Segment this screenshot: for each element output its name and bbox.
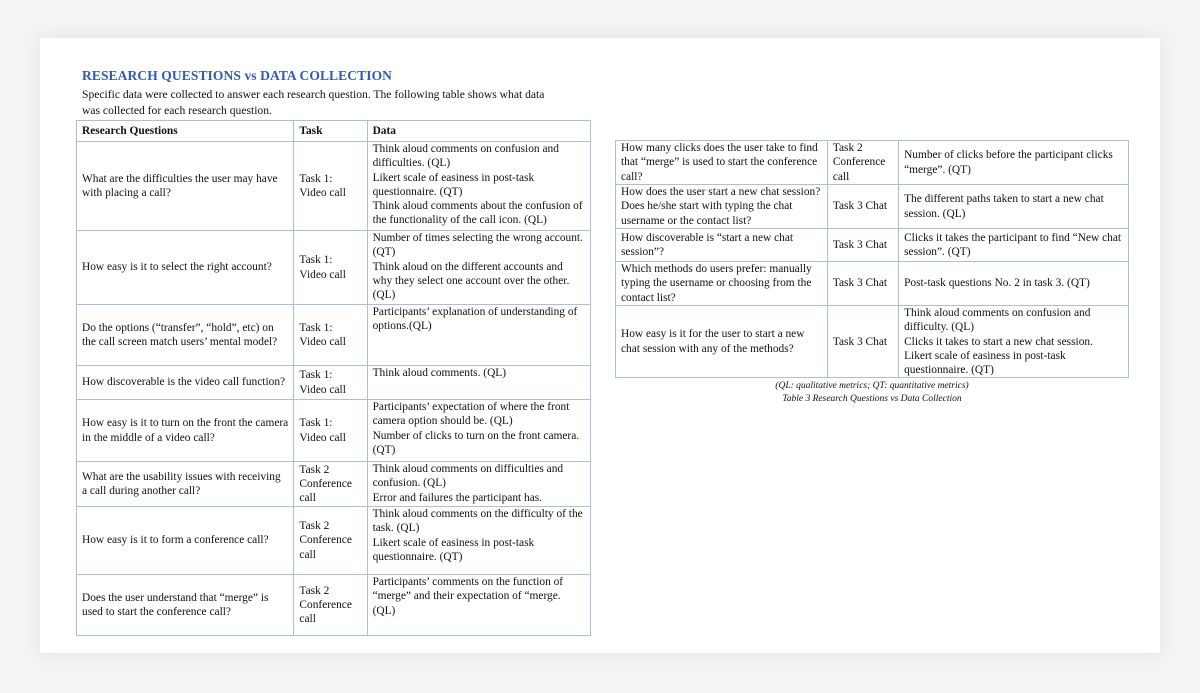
question-cell: How easy is it to select the right account? bbox=[77, 231, 294, 305]
task-cell: Task 3 Chat bbox=[827, 229, 898, 262]
task-cell: Task 1: Video call bbox=[294, 305, 367, 366]
question-cell: How many clicks does the user take to find that “merge” is used to start the conference call? bbox=[616, 141, 828, 185]
table-row bbox=[616, 262, 1129, 306]
table-row bbox=[77, 400, 591, 462]
table-row bbox=[77, 366, 591, 400]
question-cell: How easy is it for the user to start a new chat session with any of the methods? bbox=[616, 306, 828, 378]
table-row bbox=[616, 185, 1129, 229]
question-cell: How discoverable is “start a new chat session”? bbox=[616, 229, 828, 262]
column-header-questions: Research Questions bbox=[77, 121, 294, 142]
data-cell: Participants’ explanation of understanding of options.(QL) bbox=[367, 305, 590, 366]
data-cell: Post-task questions No. 2 in task 3. (QT) bbox=[899, 262, 1129, 306]
data-cell: Think aloud comments. (QL) bbox=[367, 366, 590, 400]
task-cell: Task 2 Conference call bbox=[294, 507, 367, 575]
question-cell: What are the usability issues with receiving a call during another call? bbox=[77, 462, 294, 507]
question-cell: Does the user understand that “merge” is used to start the conference call? bbox=[77, 575, 294, 636]
question-cell: Do the options (“transfer”, “hold”, etc) on the call screen match users’ mental model? bbox=[77, 305, 294, 366]
document-page bbox=[40, 38, 1160, 653]
column-header-data: Data bbox=[367, 121, 590, 142]
task-cell: Task 1: Video call bbox=[294, 142, 367, 231]
data-cell: Think aloud comments on the difficulty of the task. (QL) Likert scale of easiness in post-task questionnaire. (QT) bbox=[367, 507, 590, 575]
research-questions-table-continued bbox=[615, 140, 1129, 378]
table-header-row bbox=[77, 121, 591, 142]
table-row bbox=[616, 306, 1129, 378]
table-row bbox=[616, 229, 1129, 262]
table-row bbox=[616, 141, 1129, 185]
task-cell: Task 2 Conference call bbox=[294, 575, 367, 636]
research-questions-table bbox=[76, 120, 591, 636]
task-cell: Task 1: Video call bbox=[294, 400, 367, 462]
data-cell: The different paths taken to start a new chat session. (QL) bbox=[899, 185, 1129, 229]
data-cell: Clicks it takes the participant to find “New chat session”. (QT) bbox=[899, 229, 1129, 262]
data-cell: Number of times selecting the wrong account. (QT) Think aloud on the different accounts and why they select one account over the other.(QL) bbox=[367, 231, 590, 305]
question-cell: What are the difficulties the user may have with placing a call? bbox=[77, 142, 294, 231]
data-cell: Think aloud comments on difficulties and confusion. (QL) Error and failures the participant has. bbox=[367, 462, 590, 507]
question-cell: How easy is it to turn on the front the camera in the middle of a video call? bbox=[77, 400, 294, 462]
table-row bbox=[77, 142, 591, 231]
table-row bbox=[77, 305, 591, 366]
data-cell: Think aloud comments on confusion and difficulty. (QL) Clicks it takes to start a new chat session. Likert scale of easiness in post-task questionnaire. (QT) bbox=[899, 306, 1129, 378]
table-row bbox=[77, 575, 591, 636]
data-cell: Think aloud comments on confusion and difficulties. (QL) Likert scale of easiness in post-task questionnaire. (QT) Think aloud comments about the confusion of the functionality of the call icon. (QL) bbox=[367, 142, 590, 231]
intro-paragraph: Specific data were collected to answer each research question. The following table shows what data was collected for each research question. bbox=[82, 88, 545, 117]
section-heading: RESEARCH QUESTIONS vs DATA COLLECTION bbox=[82, 68, 393, 83]
data-cell: Number of clicks before the participant clicks “merge”. (QT) bbox=[899, 141, 1129, 185]
question-cell: How easy is it to form a conference call? bbox=[77, 507, 294, 575]
column-header-task: Task bbox=[294, 121, 367, 142]
data-cell: Participants’ expectation of where the front camera option should be. (QL) Number of clicks to turn on the front camera. (QT) bbox=[367, 400, 590, 462]
task-cell: Task 2 Conference call bbox=[294, 462, 367, 507]
data-cell: Participants’ comments on the function of “merge” and their expectation of “merge. (QL) bbox=[367, 575, 590, 636]
caption-legend: (QL: qualitative metrics; QT: quantitative metrics) bbox=[775, 381, 969, 391]
table-row bbox=[77, 507, 591, 575]
question-cell: Which methods do users prefer: manually typing the username or choosing from the contact list? bbox=[616, 262, 828, 306]
task-cell: Task 1: Video call bbox=[294, 231, 367, 305]
task-cell: Task 2 Conference call bbox=[827, 141, 898, 185]
task-cell: Task 3 Chat bbox=[827, 185, 898, 229]
caption-title: Table 3 Research Questions vs Data Collection bbox=[782, 393, 962, 404]
question-cell: How does the user start a new chat session? Does he/she start with typing the chat username or the contact list? bbox=[616, 185, 828, 229]
table-row bbox=[77, 231, 591, 305]
task-cell: Task 1: Video call bbox=[294, 366, 367, 400]
question-cell: How discoverable is the video call function? bbox=[77, 366, 294, 400]
table-row bbox=[77, 462, 591, 507]
table-caption bbox=[615, 380, 1129, 405]
task-cell: Task 3 Chat bbox=[827, 306, 898, 378]
task-cell: Task 3 Chat bbox=[827, 262, 898, 306]
